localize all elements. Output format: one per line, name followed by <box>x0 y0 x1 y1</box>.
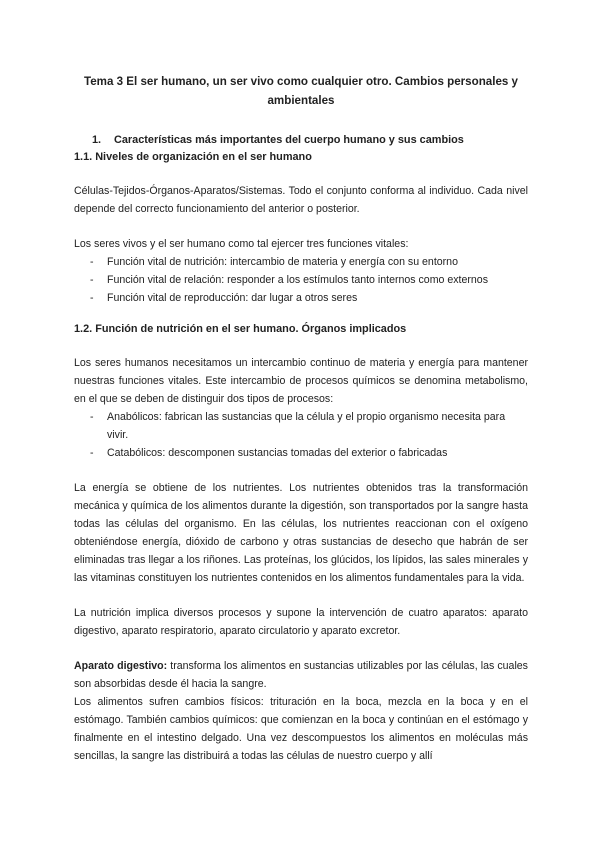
section-1-number: 1. <box>92 134 102 146</box>
list-item: - Función vital de nutrición: intercambio de materia y energía con su entorno <box>90 253 528 271</box>
section-1-title: Características más importantes del cuerpo humano y sus cambios <box>114 134 464 146</box>
vital-functions-intro: Los seres vivos y el ser humano como tal ejercer tres funciones vitales: <box>74 238 409 250</box>
section-1-heading <box>92 132 528 148</box>
digestive-system-label: Aparato digestivo: <box>74 660 168 672</box>
metabolism-paragraph: Los seres humanos necesitamos un intercambio continuo de materia y energía para mantener nuestras funciones vitales. Este intercambio de procesos químicos se denomina metabolismo, en el que se deben de distinguir dos tipos de procesos: <box>74 357 528 405</box>
digestive-system-text: transforma los alimentos en sustancias utilizables por las células, las cuales son absorbidas desde él hacia la sangre. <box>74 660 528 690</box>
list-item: - Función vital de relación: responder a los estímulos tanto internos como externos <box>90 271 528 289</box>
list-item: - Función vital de reproducción: dar lugar a otros seres <box>90 289 528 307</box>
digestive-system-paragraph <box>74 657 528 693</box>
list-item: - Anabólicos: fabrican las sustancias que la célula y el propio organismo necesita para vivir. <box>90 408 528 444</box>
organization-levels-paragraph: Células-Tejidos-Órganos-Aparatos/Sistemas. Todo el conjunto conforma al individuo. Cada nivel depende del correcto funcionamiento del anterior o posterior. <box>74 185 528 215</box>
document-page <box>74 72 528 765</box>
nutrition-paragraph: La nutrición implica diversos procesos y supone la intervención de cuatro aparatos: aparato digestivo, aparato respiratorio, aparato circulatorio y aparato excretor. <box>74 607 528 637</box>
metabolism-processes-list <box>74 408 528 462</box>
subsection-1-1-heading: 1.1. Niveles de organización en el ser humano <box>74 151 312 163</box>
list-item: - Catabólicos: descomponen sustancias tomadas del exterior o fabricadas <box>90 444 528 462</box>
subsection-1-2-heading: 1.2. Función de nutrición en el ser humano. Órganos implicados <box>74 323 407 335</box>
vital-functions-list <box>74 253 528 307</box>
energy-paragraph: La energía se obtiene de los nutrientes. Los nutrientes obtenidos tras la transformación mecánica y química de los alimentos durante la digestión, son transportados por la sangre hasta todas las células del organismo. En las células, los nutrientes reaccionan con el oxígeno obteniéndose energía, dióxido de carbono y otras sustancias de desecho que habrán de ser eliminadas tras llegar a los riñones. Las proteínas, los glúcidos, los lípidos, las sales minerales y las vitaminas constituyen los nutrientes contenidos en los alimentos fundamentales para la vida. <box>74 482 528 584</box>
food-changes-paragraph: Los alimentos sufren cambios físicos: trituración en la boca, mezcla en la boca y en el estómago. También cambios químicos: que comienzan en la boca y continúan en el estómago y finalmente en el intestino delgado. Una vez descompuestos los alimentos en moléculas más sencillas, la sangre las distribuirá a todas las células de nuestro cuerpo y allí <box>74 696 528 762</box>
document-title: Tema 3 El ser humano, un ser vivo como cualquier otro. Cambios personales y ambientales <box>83 75 519 107</box>
